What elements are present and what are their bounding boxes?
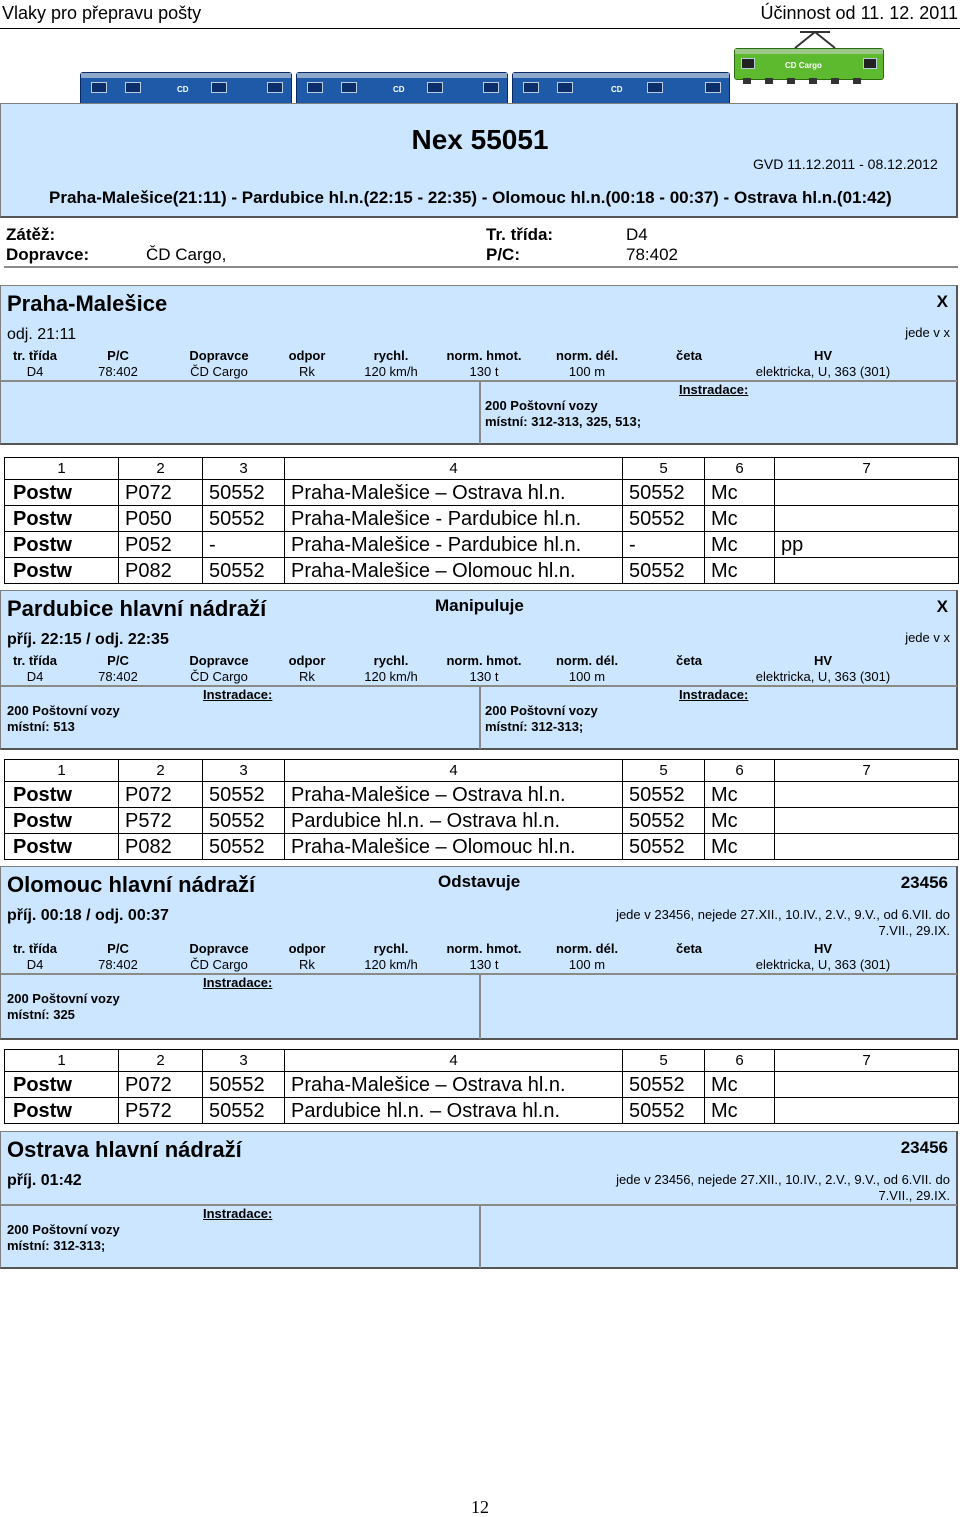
station-mark: 23456 [900, 1138, 948, 1157]
gvd-period: GVD 11.12.2011 - 08.12.2012 [753, 156, 938, 172]
header-title: Vlaky pro přepravu pošty [2, 3, 202, 23]
instr-line2-left: místní: 513 [7, 719, 75, 734]
station-name: Pardubice hlavní nádraží [7, 596, 267, 621]
train-name: Nex 55051 [411, 124, 549, 155]
header-rule [0, 28, 960, 29]
runs-note-line2: 7.VII., 29.IX. [878, 1188, 950, 1203]
trida-value: D4 [626, 225, 648, 244]
instr-line2-left: místní: 325 [7, 1007, 75, 1022]
electric-locomotive: CD Cargo [734, 48, 884, 80]
station-name: Praha-Malešice [7, 291, 168, 316]
label-pc: P/C: [486, 245, 520, 264]
instr-title-left: Instradace: [203, 687, 273, 702]
carrier-value: ČD Cargo, [146, 245, 227, 264]
instr-line1-right: 200 Poštovní vozy [485, 703, 598, 718]
station-action: Manipuluje [435, 596, 524, 615]
table-row: Postw P052 - Praha-Malešice - Pardubice hl.n. - Mc pp [5, 532, 959, 558]
station-box-ostrava [0, 1131, 958, 1269]
station-mark: X [936, 292, 948, 311]
station-box-pardubice [0, 590, 958, 750]
instr-line1-left: 200 Poštovní vozy [7, 991, 120, 1006]
table-row: Postw P082 50552 Praha-Malešice – Olomouc hl.n. 50552 Mc [5, 558, 959, 584]
station-box-olomouc [0, 866, 958, 1040]
runs-note-line1: jede v 23456, nejede 27.XII., 10.IV., 2.V., 9.V., od 6.VII. do [616, 907, 950, 922]
station-name: Olomouc hlavní nádraží [7, 872, 256, 897]
table-header: 1 2 3 4 5 6 7 [5, 458, 959, 480]
instr-line2-right: místní: 312-313; [485, 719, 584, 734]
station-name: Ostrava hlavní nádraží [7, 1137, 242, 1162]
pc-value: 78:402 [626, 245, 678, 264]
table-row: Postw P072 50552 Praha-Malešice – Ostrava hl.n. 50552 Mc [5, 1072, 959, 1098]
table-row: Postw P082 50552 Praha-Malešice – Olomouc hl.n. 50552 Mc [5, 834, 959, 860]
consist-table-praha [4, 457, 959, 584]
column-values: D4 78:402 ČD Cargo Rk 120 km/h 130 t 100 m elektricka, U, 363 (301) [26, 364, 891, 379]
page-number: 12 [471, 1497, 489, 1517]
table-row: Postw P072 50552 Praha-Malešice – Ostrava hl.n. 50552 Mc [5, 782, 959, 808]
table-row: Postw P050 50552 Praha-Malešice - Pardubice hl.n. 50552 Mc [5, 506, 959, 532]
instr-title-left: Instradace: [203, 1206, 273, 1221]
train-illustration [0, 30, 960, 92]
column-headers: tr. třída P/C Dopravce odpor rychl. norm. hmot. norm. dél. četa HV [12, 653, 833, 668]
instr-title-left: Instradace: [203, 975, 273, 990]
instr-line2-right: místní: 312-313, 325, 513; [485, 414, 642, 429]
table-row: Postw P572 50552 Pardubice hl.n. – Ostrava hl.n. 50552 Mc [5, 1098, 959, 1124]
instr-line1-right: 200 Poštovní vozy [485, 398, 598, 413]
pantograph-icon [790, 30, 840, 50]
table-row: Postw P072 50552 Praha-Malešice – Ostrava hl.n. 50552 Mc [5, 480, 959, 506]
header-validity: Účinnost od 11. 12. 2011 [760, 3, 958, 23]
station-time: příj. 01:42 [7, 1172, 82, 1189]
instr-line1-left: 200 Poštovní vozy [7, 703, 120, 718]
table-header: 1 2 3 4 5 6 7 [5, 760, 959, 782]
mail-car-2: CD [296, 72, 508, 112]
column-values: D4 78:402 ČD Cargo Rk 120 km/h 130 t 100 m elektricka, U, 363 (301) [26, 957, 891, 972]
column-headers: tr. třída P/C Dopravce odpor rychl. norm. hmot. norm. dél. četa HV [12, 941, 833, 956]
instr-title-right: Instradace: [679, 382, 749, 397]
station-mark: X [936, 597, 948, 616]
station-time: příj. 00:18 / odj. 00:37 [7, 907, 169, 924]
instr-line2-left: místní: 312-313; [7, 1238, 106, 1253]
mail-car-3: CD [512, 72, 730, 112]
instr-title-right: Instradace: [679, 687, 749, 702]
runs-note: jede v x [905, 325, 950, 340]
train-route: Praha-Malešice(21:11) - Pardubice hl.n.(22:15 - 22:35) - Olomouc hl.n.(00:18 - 00:37) - Ostrava hl.n.(01:42) [49, 188, 892, 207]
table-header: 1 2 3 4 5 6 7 [5, 1050, 959, 1072]
station-time: příj. 22:15 / odj. 22:35 [7, 631, 169, 648]
station-time: odj. 21:11 [7, 326, 77, 343]
station-action: Odstavuje [438, 872, 521, 891]
runs-note-line1: jede v 23456, nejede 27.XII., 10.IV., 2.V., 9.V., od 6.VII. do [616, 1172, 950, 1187]
consist-table-pardubice [4, 759, 959, 860]
station-box-praha [0, 285, 958, 445]
column-values: D4 78:402 ČD Cargo Rk 120 km/h 130 t 100 m elektricka, U, 363 (301) [26, 669, 891, 684]
instr-line1-left: 200 Poštovní vozy [7, 1222, 120, 1237]
label-dopravce: Dopravce: [6, 245, 90, 264]
page-header [0, 0, 960, 28]
mail-car-1: CD [80, 72, 292, 112]
train-header-box [0, 103, 958, 218]
consist-table-olomouc [4, 1049, 959, 1124]
label-zatez: Zátěž: [6, 225, 56, 244]
runs-note-line2: 7.VII., 29.IX. [878, 923, 950, 938]
station-mark: 23456 [900, 873, 948, 892]
table-row: Postw P572 50552 Pardubice hl.n. – Ostrava hl.n. 50552 Mc [5, 808, 959, 834]
load-info [4, 224, 958, 268]
label-trida: Tr. třída: [486, 225, 554, 244]
column-headers: tr. třída P/C Dopravce odpor rychl. norm. hmot. norm. dél. četa HV [12, 348, 833, 363]
runs-note: jede v x [905, 630, 950, 645]
